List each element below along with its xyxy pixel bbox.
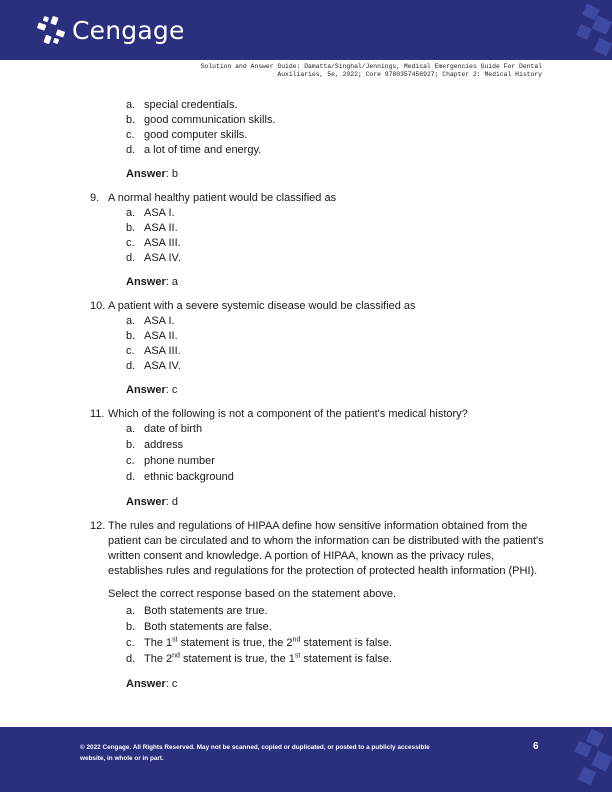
answer-value: : b [165,168,178,180]
footer-decoration [572,727,612,792]
list-item [126,128,550,143]
list-item [126,344,550,359]
list-item [126,359,550,374]
option-label: a. [126,315,136,327]
answer-label: Answer [126,678,166,690]
option-label: c. [126,129,135,141]
list-item [126,454,550,470]
option-label: c. [126,237,135,249]
list-item [126,636,550,652]
option-text: The 2nd statement is true, the 1st statement is false. [144,652,393,665]
option-text: ASA II. [144,330,178,342]
option-label: b. [126,621,136,633]
option-text: ethnic background [144,471,234,483]
option-text: ASA II. [144,222,178,234]
option-label: d. [126,471,136,483]
option-label: d. [126,144,136,156]
option-label: d. [126,360,136,372]
option-text: special credentials. [144,99,238,111]
answer-value: : c [165,384,178,396]
list-item [126,98,550,113]
page-header [0,0,612,60]
answer-label: Answer [126,384,166,396]
question-text: Which of the following is not a component of the patient's medical history? [108,408,468,420]
question-11 [90,407,550,422]
answer-value: : d [165,496,178,508]
option-text: Both statements are false. [144,621,272,633]
running-header-line-1: Solution and Answer Guide: Damatta/Singhal/Jennings, Medical Emergencies Guide For Dental [200,63,542,70]
page-number: 6 [533,741,539,752]
list-item [126,113,550,128]
list-item [126,314,550,329]
option-label: c. [126,345,135,357]
option-text: good communication skills. [144,114,276,126]
cengage-logo [36,14,185,46]
option-label: b. [126,330,136,342]
question-instruction: Select the correct response based on the statement above. [108,588,397,600]
answer-value: : a [165,276,178,288]
question-text: A normal healthy patient would be classified as [108,192,337,204]
answer-line [126,677,550,692]
question-number: 11. [90,408,105,420]
question-12 [90,519,550,579]
question-number: 10. [90,300,106,312]
option-text: date of birth [144,423,203,435]
list-item [126,251,550,266]
answer-label: Answer [126,276,166,288]
answer-line [126,495,550,510]
question-10 [90,299,550,314]
option-label: c. [126,637,135,649]
option-text: address [144,439,184,451]
list-item [126,206,550,221]
page-content [90,98,550,701]
option-text: ASA III. [144,345,181,357]
list-item [126,221,550,236]
option-text: ASA I. [144,207,175,219]
option-text: phone number [144,455,215,467]
running-header-line-2: Auxiliaries, 5e, 2022; Core 9780357456927; Chapter 2: Medical History [277,71,542,78]
question-text: The rules and regulations of HIPAA define how sensitive information obtained from the patient can be circulated and to whom the information can be distributed with the patient's written consent and knowledge. A portion of HIPAA, known as the privacy rules, establishes rules and regulations for the protection of protected health information (PHI). [108,520,544,577]
option-text: ASA I. [144,315,175,327]
copyright-line-2: website, in whole or in part. [80,755,164,762]
brand-name: Cengage [72,15,185,45]
option-text: a lot of time and energy. [144,144,262,156]
option-label: c. [126,455,135,467]
option-label: d. [126,653,136,665]
option-text: ASA III. [144,237,181,249]
question-8-options [90,98,550,158]
answer-label: Answer [126,496,166,508]
copyright-line-1: © 2022 Cengage. All Rights Reserved. May not be scanned, copied or duplicated, or posted to a publicly accessible [80,744,430,751]
cengage-starburst-icon [36,15,66,45]
option-text: good computer skills. [144,129,248,141]
question-number: 9. [90,192,100,204]
option-label: d. [126,252,136,264]
option-label: a. [126,99,136,111]
option-text: ASA IV. [144,360,181,372]
option-label: b. [126,114,136,126]
answer-label: Answer [126,168,166,180]
list-item [126,652,550,668]
option-label: a. [126,423,136,435]
option-text: The 1st statement is true, the 2nd statement is false. [144,636,393,649]
question-number: 12. [90,520,106,532]
answer-line [126,383,550,398]
header-decoration [572,0,612,60]
copyright-notice [80,742,480,764]
page-footer [0,727,612,792]
option-label: a. [126,605,136,617]
question-text: A patient with a severe systemic disease would be classified as [108,300,416,312]
option-label: b. [126,439,136,451]
list-item [126,604,550,620]
option-text: ASA IV. [144,252,181,264]
list-item [126,422,550,438]
running-header [72,63,542,79]
answer-line [126,167,550,182]
list-item [126,329,550,344]
list-item [126,438,550,454]
option-text: Both statements are true. [144,605,268,617]
question-9 [90,191,550,206]
list-item [126,236,550,251]
list-item [126,470,550,486]
list-item [126,620,550,636]
answer-value: : c [165,678,178,690]
answer-line [126,275,550,290]
list-item [126,143,550,158]
option-label: b. [126,222,136,234]
option-label: a. [126,207,136,219]
